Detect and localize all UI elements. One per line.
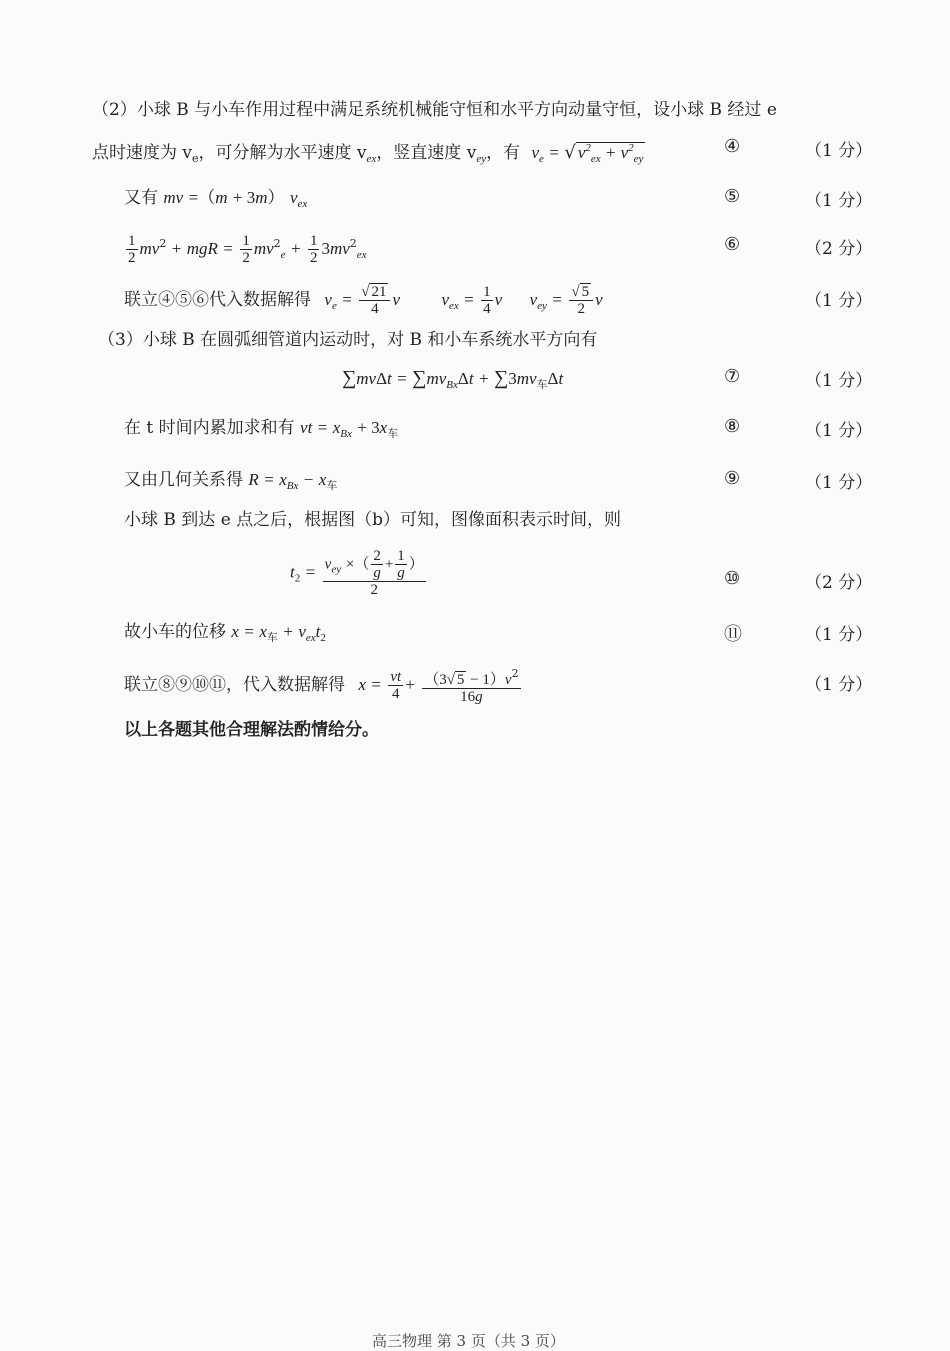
score: （1 分）	[805, 291, 873, 311]
equation-marker: ⑨	[724, 468, 741, 489]
page-footer: 高三物理 第 3 页（共 3 页）	[372, 1332, 565, 1350]
equation-marker: ⑥	[724, 234, 741, 255]
score: （1 分）	[805, 473, 873, 493]
text-seg: 点时速度为 v	[92, 143, 193, 163]
text-seg: ，有	[486, 143, 521, 163]
equation-9: 又由几何关系得 $R = x_{Bx} - x_车$	[124, 470, 338, 492]
part2-results: 联立④⑤⑥代入数据解得 $v_e$ = $\frac{√ 21}{4}$ v $v_{ex}$ = $\frac{1}{4}$ v $v_{ey}$ = $\frac{√ 5}{2}$ v	[124, 284, 603, 317]
score: （1 分）	[805, 625, 873, 645]
equation-marker: ⑩	[724, 568, 741, 589]
part3-line-e: 小球 B 到达 e 点之后，根据图（b）可知，图像面积表示时间，则	[124, 510, 622, 530]
eq-prefix: 联立④⑤⑥代入数据解得	[124, 290, 311, 310]
eq-prefix: 联立⑧⑨⑩⑪，代入数据解得	[124, 675, 345, 695]
text-seg: ，竖直速度 v	[376, 143, 477, 163]
equation-8: 在 t 时间内累加求和有 vt = $x_{Bx} + 3x_车$	[124, 418, 399, 440]
score: （1 分）	[805, 371, 873, 391]
equation-5: 又有 mv =（m + 3m） $v_{ex}$	[124, 188, 308, 210]
eq-prefix: 在 t 时间内累加求和有	[124, 418, 295, 438]
equation-6: $\frac{1}{2}$ $mv^2$ + mgR = $\frac{1}{2}$ $mv^2_e$ + $\frac{1}{2}$ $3mv^2_{ex}$	[128, 233, 367, 266]
eq-prefix: 又有	[124, 188, 158, 208]
part3-intro: （3）小球 B 在圆弧细管道内运动时，对 B 和小车系统水平方向有	[98, 330, 598, 350]
part2-intro-line1: （2）小球 B 与小车作用过程中满足系统机械能守恒和水平方向动量守恒，设小球 B 经过 e	[92, 100, 777, 120]
equation-10: $t_2$ = $v_{ey}$ ×（ $\frac{2}{g}$ + $\frac{1}{g}$ ） 2	[290, 548, 424, 598]
closing-note: 以上各题其他合理解法酌情给分。	[124, 720, 379, 740]
equation-11: 故小车的位移 $x = x_车 + v_{ex}t_2$	[124, 622, 326, 644]
equation-marker: ⑪	[724, 624, 742, 645]
equation-marker: ⑤	[724, 186, 741, 207]
score: （2 分）	[805, 239, 873, 259]
equation-marker: ⑧	[724, 416, 741, 437]
score: （1 分）	[805, 675, 873, 695]
eq-prefix: 故小车的位移	[124, 622, 226, 642]
text-seg: ，可分解为水平速度 v	[198, 143, 367, 163]
score: （1 分）	[805, 421, 873, 441]
equation-marker: ④	[724, 136, 741, 157]
final-result: 联立⑧⑨⑩⑪，代入数据解得 x = $\frac{vt}{4}$ + $\frac{(3√ 5 - 1)v^2}{16g}$	[124, 667, 519, 705]
score: （2 分）	[805, 573, 873, 593]
score: （1 分）	[805, 191, 873, 211]
score: （1 分）	[805, 141, 873, 161]
equation-marker: ⑦	[724, 366, 741, 387]
equation-7: $\sum mv\Delta t = \sum mv_{Bx}\Delta t + \sum 3mv_车\Delta t$	[342, 367, 564, 391]
eq-prefix: 又由几何关系得	[124, 470, 243, 490]
part2-intro-line2: 点时速度为 $v_e$，可分解为水平速度 $v_{ex}$，竖直速度 $v_{ey}$，有 $v_e$ = √ $v^2_{ex} + v^2_{ey}$	[92, 142, 644, 165]
